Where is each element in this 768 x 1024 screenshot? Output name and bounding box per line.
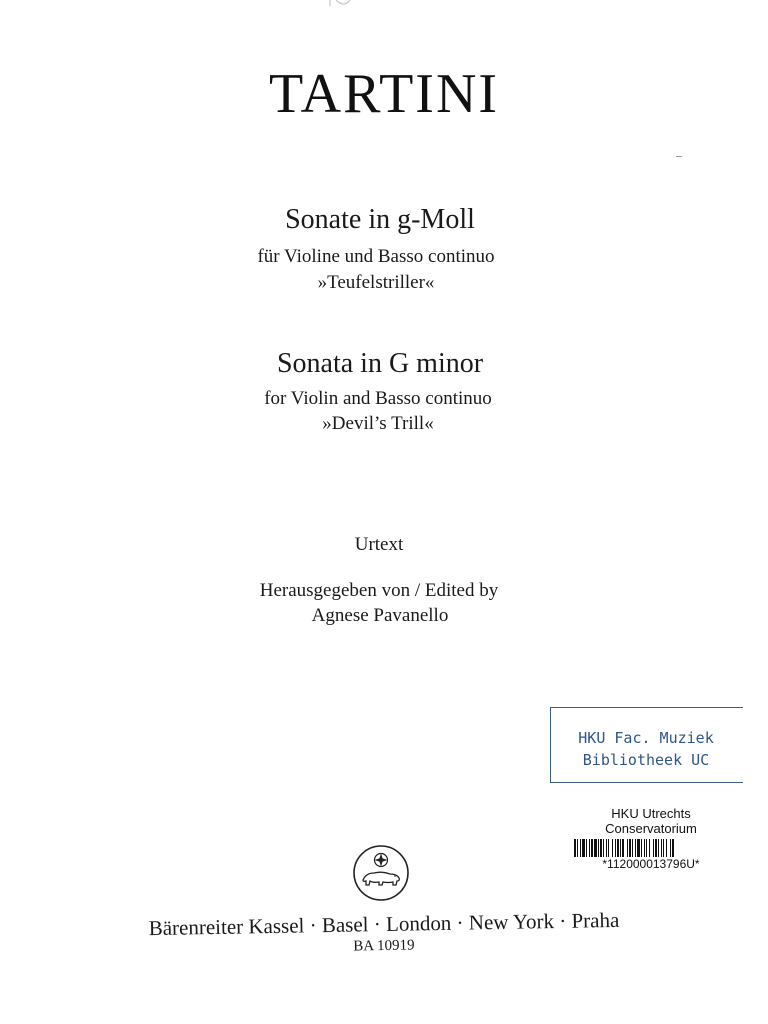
barcode-bar: [629, 839, 631, 857]
barcode-bar: [649, 839, 650, 857]
stamp-line-1: HKU Fac. Muziek: [578, 729, 714, 747]
barcode-bar: [672, 839, 674, 857]
barcode-bar: [637, 839, 640, 857]
library-name-line-2: Conservatorium: [605, 821, 697, 836]
barcode-bar: [612, 839, 613, 857]
composer-name: TARTINI: [268, 63, 500, 125]
barcode-bar: [603, 839, 604, 857]
barcode-bar: [580, 839, 581, 857]
barcode-bar: [663, 839, 664, 857]
catalog-number: BA 10919: [353, 937, 415, 955]
barcode-number: *112000013796U*: [602, 857, 700, 871]
barcode-bar: [622, 839, 624, 857]
barcode-bar: [589, 839, 590, 857]
barcode-bar: [627, 839, 628, 857]
barcode-bar: [620, 839, 621, 857]
barcode-bar: [632, 839, 633, 857]
barcode-bar: [617, 839, 619, 857]
library-name-line-1: HKU Utrechts: [611, 806, 691, 821]
barcode-bar: [606, 839, 607, 857]
scan-speck: [676, 156, 682, 157]
barcode-bar: [646, 839, 647, 857]
german-nickname: »Teufelstriller«: [317, 272, 435, 293]
barcode-bar: [670, 839, 671, 857]
barcode-bar: [577, 839, 578, 857]
barcode-bar: [655, 839, 657, 857]
barcode-bar: [591, 839, 593, 857]
edited-by-label: Herausgegeben von / Edited by: [259, 580, 499, 601]
barcode-bar: [574, 839, 576, 857]
barcode-bar: [586, 839, 587, 857]
baerenreiter-bear-logo-icon: [352, 844, 410, 902]
german-title: Sonate in g-Moll: [285, 204, 475, 235]
stamp-line-2: Bibliotheek UC: [582, 751, 710, 769]
edition-type: Urtext: [354, 534, 404, 555]
scan-mark: [322, 0, 362, 10]
barcode-bar: [653, 839, 654, 857]
barcode-bar: [600, 839, 602, 857]
barcode-bar: [641, 839, 642, 857]
english-nickname: »Devil’s Trill«: [322, 413, 434, 434]
barcode: [574, 839, 728, 857]
publisher-line: Bärenreiter Kassel · Basel · London · New York · Praha: [148, 907, 620, 941]
barcode-bar: [594, 839, 597, 857]
library-barcode-label: [560, 806, 742, 871]
barcode-bar: [582, 839, 585, 857]
barcode-bar: [608, 839, 609, 857]
barcode-bar: [661, 839, 662, 857]
barcode-bar: [644, 839, 645, 857]
german-scoring: für Violine und Basso continuo: [257, 246, 495, 267]
barcode-bar: [598, 839, 599, 857]
barcode-bar: [635, 839, 636, 857]
english-title: Sonata in G minor: [276, 348, 484, 379]
barcode-bar: [615, 839, 616, 857]
library-stamp: [550, 707, 743, 783]
barcode-bar: [658, 839, 659, 857]
english-scoring: for Violin and Basso continuo: [264, 388, 492, 409]
barcode-bar: [666, 839, 667, 857]
editor-name: Agnese Pavanello: [311, 605, 449, 626]
